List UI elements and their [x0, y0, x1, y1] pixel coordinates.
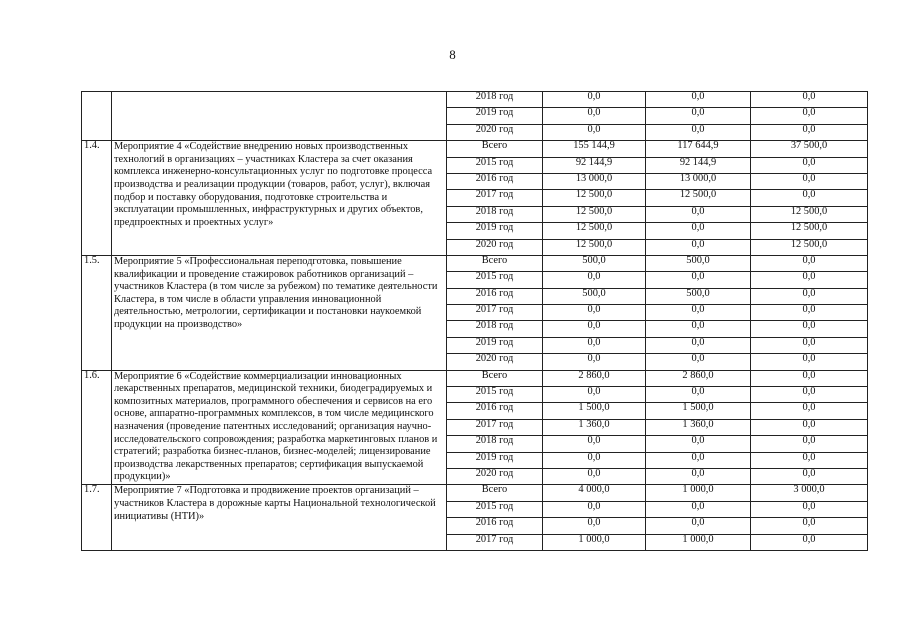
total-value-cell: 92 144,9 [543, 157, 646, 173]
value-cell-2: 1 360,0 [646, 419, 751, 435]
total-value-cell: 0,0 [543, 354, 646, 370]
total-value-cell: 12 500,0 [543, 206, 646, 222]
value-cell-3: 0,0 [751, 452, 868, 468]
value-cell-3: 0,0 [751, 518, 868, 534]
total-value-cell: 1 000,0 [543, 534, 646, 550]
funding-table-body [82, 92, 868, 551]
value-cell-2: 0,0 [646, 518, 751, 534]
value-cell-3: 12 500,0 [751, 239, 868, 255]
value-cell-3: 0,0 [751, 272, 868, 288]
year-cell: 2016 год [447, 403, 543, 419]
year-cell: 2015 год [447, 157, 543, 173]
item-number: 1.6. [82, 370, 112, 485]
total-value-cell: 1 500,0 [543, 403, 646, 419]
year-cell: 2015 год [447, 501, 543, 517]
value-cell-3: 0,0 [751, 436, 868, 452]
total-value-cell: 0,0 [543, 452, 646, 468]
value-cell-3: 0,0 [751, 534, 868, 550]
value-cell-3: 0,0 [751, 501, 868, 517]
total-value-cell: 500,0 [543, 288, 646, 304]
total-value-cell: 13 000,0 [543, 173, 646, 189]
value-cell-2: 0,0 [646, 354, 751, 370]
table-row [82, 255, 868, 271]
item-title: Мероприятие 4 «Содействие внедрению новых производственных технологий в организациях – участниках Кластера за счет оказания комплекса инженерно-консультационных услуг по подготовке процесса производства и реализации продукции (товаров, работ, услуг), включая подбор и поставку оборудования, подготовке строительства и эксплуатации промышленных, инфраструктурных и других объектов, предпроектных и проектных услуг» [112, 141, 447, 256]
value-cell-2: 0,0 [646, 337, 751, 353]
value-cell-3: 0,0 [751, 321, 868, 337]
year-cell: Всего [447, 141, 543, 157]
total-value-cell: 0,0 [543, 468, 646, 484]
value-cell-3: 0,0 [751, 403, 868, 419]
total-value-cell: 0,0 [543, 436, 646, 452]
year-cell: 2016 год [447, 518, 543, 534]
year-cell: 2019 год [447, 337, 543, 353]
value-cell-2: 0,0 [646, 108, 751, 124]
item-title: Мероприятие 6 «Содействие коммерциализации инновационных лекарственных препаратов, медицинской техники, биодеградируемых и композитных материалов, программного обеспечения и сервисов на его основе, аппаратно-программных комплексов, в том числе медицинского назначения (проведение патентных исследований; организация научно-исследовательского сопровождения; разработка маркетинговых планов и стратегий; разработка бизнес-планов, бизнес-моделей; лицензирование производства лекарственных препаратов; сертификация выпускаемой продукции)» [112, 370, 447, 485]
value-cell-3: 37 500,0 [751, 141, 868, 157]
value-cell-3: 0,0 [751, 92, 868, 108]
year-cell: 2020 год [447, 239, 543, 255]
value-cell-2: 0,0 [646, 452, 751, 468]
year-cell: 2020 год [447, 468, 543, 484]
total-value-cell: 0,0 [543, 124, 646, 140]
year-cell: 2015 год [447, 272, 543, 288]
value-cell-2: 0,0 [646, 468, 751, 484]
value-cell-2: 12 500,0 [646, 190, 751, 206]
total-value-cell: 0,0 [543, 518, 646, 534]
value-cell-2: 0,0 [646, 387, 751, 403]
table-row [82, 141, 868, 157]
year-cell: 2018 год [447, 206, 543, 222]
year-cell: 2017 год [447, 419, 543, 435]
value-cell-3: 0,0 [751, 370, 868, 386]
year-cell: 2015 год [447, 387, 543, 403]
value-cell-2: 0,0 [646, 436, 751, 452]
year-cell: 2018 год [447, 436, 543, 452]
value-cell-2: 0,0 [646, 501, 751, 517]
total-value-cell: 4 000,0 [543, 485, 646, 501]
value-cell-2: 0,0 [646, 124, 751, 140]
value-cell-3: 0,0 [751, 108, 868, 124]
item-number: 1.7. [82, 485, 112, 551]
year-cell: Всего [447, 370, 543, 386]
table-row [82, 92, 868, 108]
value-cell-3: 0,0 [751, 387, 868, 403]
value-cell-3: 0,0 [751, 255, 868, 271]
year-cell: 2017 год [447, 305, 543, 321]
value-cell-3: 12 500,0 [751, 223, 868, 239]
table-row [82, 370, 868, 386]
table-row [82, 485, 868, 501]
value-cell-2: 500,0 [646, 255, 751, 271]
value-cell-2: 1 000,0 [646, 534, 751, 550]
total-value-cell: 12 500,0 [543, 223, 646, 239]
total-value-cell: 0,0 [543, 501, 646, 517]
year-cell: 2018 год [447, 321, 543, 337]
value-cell-2: 117 644,9 [646, 141, 751, 157]
total-value-cell: 12 500,0 [543, 239, 646, 255]
year-cell: 2016 год [447, 173, 543, 189]
item-title: Мероприятие 5 «Профессиональная переподготовка, повышение квалификации и проведение стажировок работников организаций – участников Кластера (в том числе за рубежом) по тематике деятельности Кластера, в том числе в области управления инновационной деятельностью, метрологии, сертификации и постановки наукоемкой продукции на производство» [112, 255, 447, 370]
item-number: 1.4. [82, 141, 112, 256]
total-value-cell: 155 144,9 [543, 141, 646, 157]
value-cell-2: 500,0 [646, 288, 751, 304]
value-cell-3: 0,0 [751, 468, 868, 484]
value-cell-3: 0,0 [751, 354, 868, 370]
year-cell: Всего [447, 255, 543, 271]
year-cell: 2019 год [447, 223, 543, 239]
year-cell: 2019 год [447, 452, 543, 468]
value-cell-2: 13 000,0 [646, 173, 751, 189]
item-number: 1.5. [82, 255, 112, 370]
item-title: Мероприятие 7 «Подготовка и продвижение проектов организаций – участников Кластера в дорожные карты Национальной технологической инициативы (НТИ)» [112, 485, 447, 551]
total-value-cell: 2 860,0 [543, 370, 646, 386]
total-value-cell: 500,0 [543, 255, 646, 271]
year-cell: 2016 год [447, 288, 543, 304]
value-cell-2: 0,0 [646, 92, 751, 108]
year-cell: Всего [447, 485, 543, 501]
item-number [82, 92, 112, 141]
value-cell-2: 0,0 [646, 305, 751, 321]
value-cell-3: 0,0 [751, 190, 868, 206]
total-value-cell: 0,0 [543, 321, 646, 337]
value-cell-3: 0,0 [751, 173, 868, 189]
total-value-cell: 1 360,0 [543, 419, 646, 435]
total-value-cell: 12 500,0 [543, 190, 646, 206]
value-cell-3: 0,0 [751, 124, 868, 140]
value-cell-3: 0,0 [751, 419, 868, 435]
value-cell-3: 0,0 [751, 337, 868, 353]
total-value-cell: 0,0 [543, 108, 646, 124]
value-cell-2: 0,0 [646, 206, 751, 222]
total-value-cell: 0,0 [543, 92, 646, 108]
year-cell: 2020 год [447, 354, 543, 370]
value-cell-3: 0,0 [751, 305, 868, 321]
year-cell: 2020 год [447, 124, 543, 140]
year-cell: 2018 год [447, 92, 543, 108]
value-cell-2: 92 144,9 [646, 157, 751, 173]
total-value-cell: 0,0 [543, 337, 646, 353]
value-cell-2: 0,0 [646, 321, 751, 337]
value-cell-2: 1 000,0 [646, 485, 751, 501]
total-value-cell: 0,0 [543, 272, 646, 288]
item-title [112, 92, 447, 141]
funding-table [81, 91, 868, 551]
value-cell-2: 1 500,0 [646, 403, 751, 419]
total-value-cell: 0,0 [543, 387, 646, 403]
year-cell: 2019 год [447, 108, 543, 124]
value-cell-2: 2 860,0 [646, 370, 751, 386]
year-cell: 2017 год [447, 190, 543, 206]
value-cell-2: 0,0 [646, 239, 751, 255]
page-number: 8 [449, 47, 456, 62]
value-cell-3: 0,0 [751, 288, 868, 304]
value-cell-3: 0,0 [751, 157, 868, 173]
total-value-cell: 0,0 [543, 305, 646, 321]
value-cell-2: 0,0 [646, 272, 751, 288]
value-cell-3: 12 500,0 [751, 206, 868, 222]
year-cell: 2017 год [447, 534, 543, 550]
value-cell-3: 3 000,0 [751, 485, 868, 501]
value-cell-2: 0,0 [646, 223, 751, 239]
